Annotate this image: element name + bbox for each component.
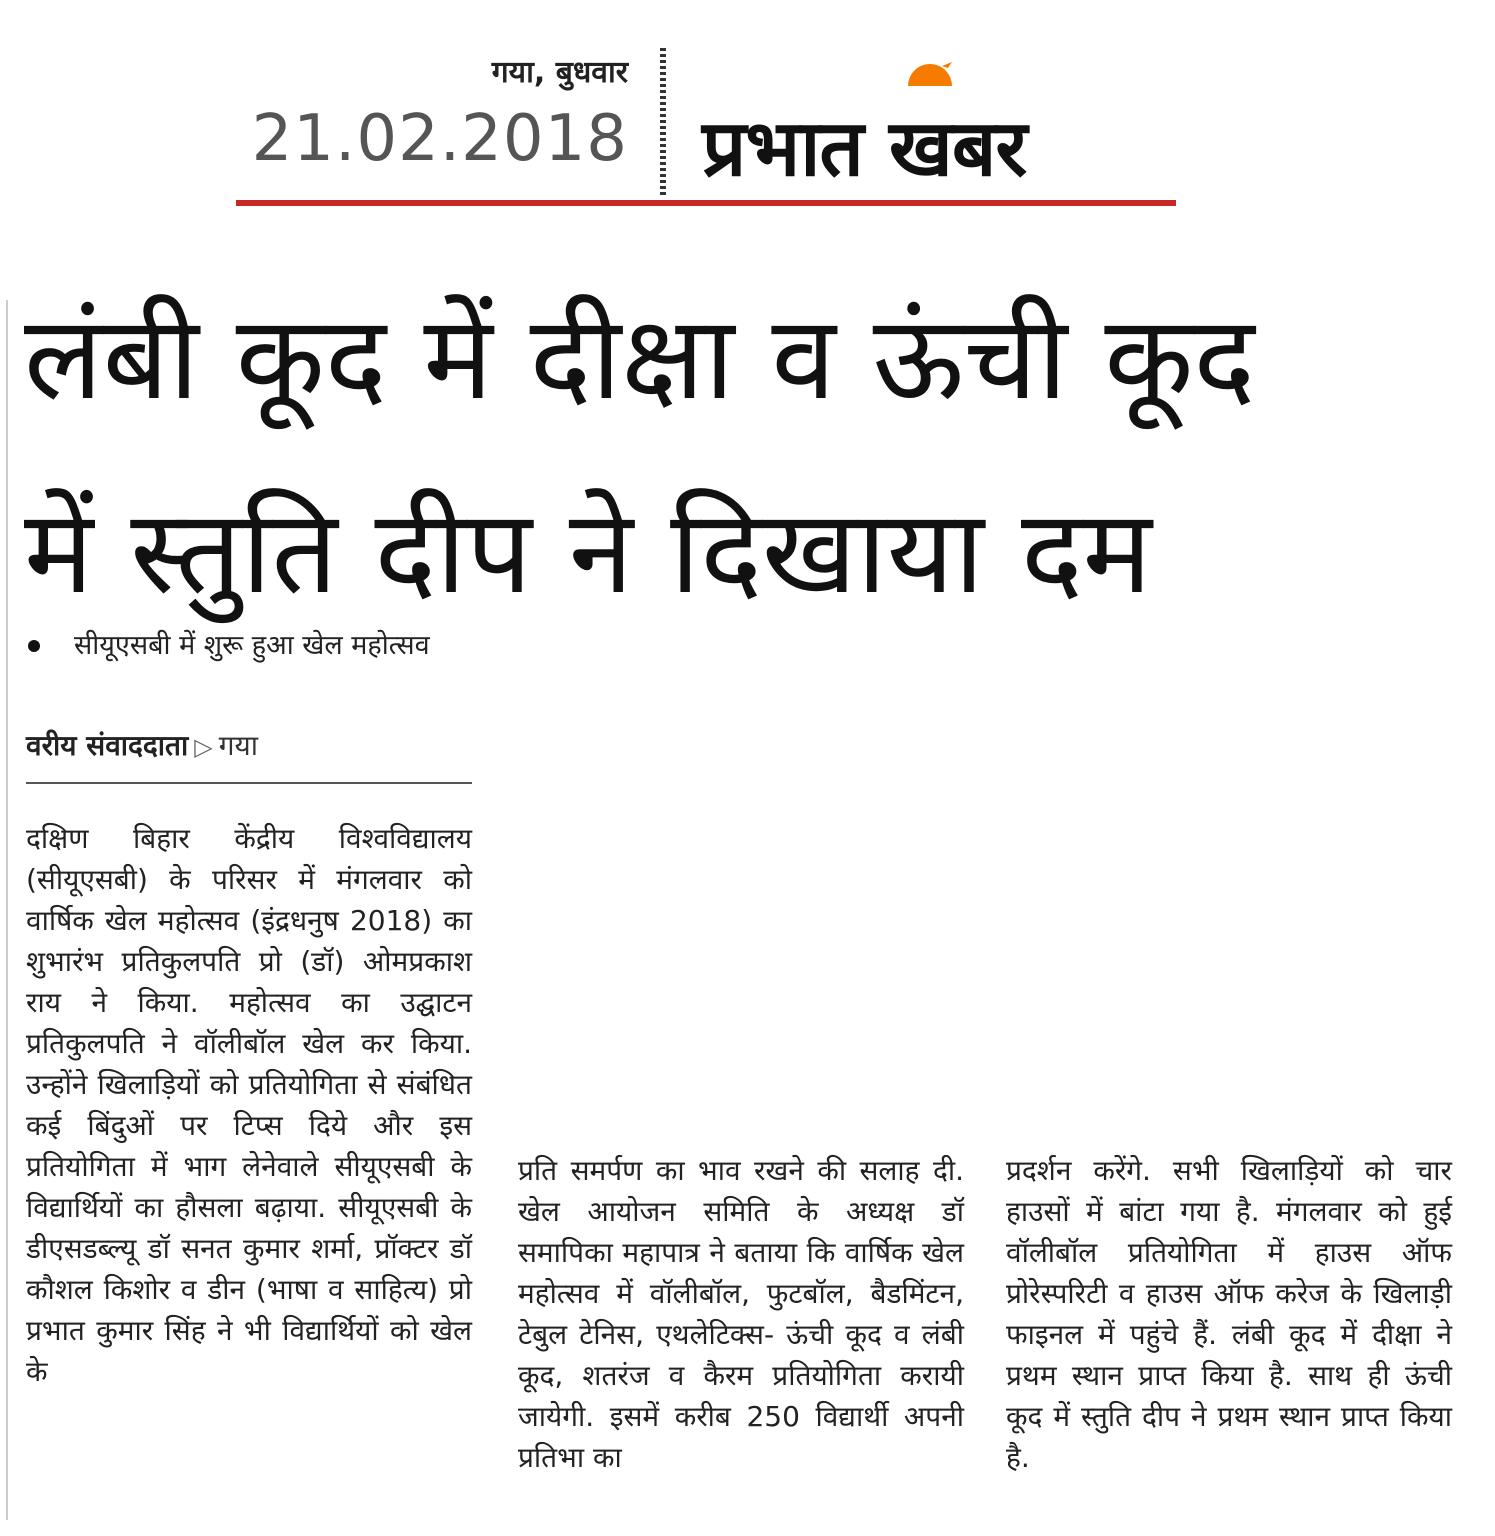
column-1-text: दक्षिण बिहार केंद्रीय विश्वविद्यालय (सीयूएसबी) के परिसर में मंगलवार को वार्षिक खेल महोत्सव (इंद्रधनुष 2018) का शुभारंभ प्रतिकुलपति प्रो (डॉ) ओमप्रकाश राय ने किया. महोत्सव का उद्घाटन प्रतिकुलपति ने वॉलीबॉल खेल कर किया. उन्होंने खिलाड़ियों को प्रतियोगिता से संबंधित कई बिंदुओं पर टिप्स दिये और इस प्रतियोगिता में भाग लेनेवाले सीयूएसबी के विद्यार्थियों का हौसला बढ़ाया. सीयूएसबी के डीएसडब्ल्यू डॉ सनत कुमार शर्मा, प्रॉक्टर डॉ कौशल किशोर व डीन (भाषा व साहित्य) प्रो प्रभात कुमार सिंह ने भी विद्यार्थियों को खेल के [26, 822, 472, 1388]
article-column-3 [1006, 1150, 1452, 1478]
headline-line-2: में स्तुति दीप ने दिखाया दम [24, 485, 1152, 620]
masthead-date: 21.02.2018 [251, 102, 628, 176]
rising-sun-icon [904, 60, 956, 86]
byline-author: वरीय संवाददाता [26, 729, 189, 762]
column-3-text: प्रदर्शन करेंगे. सभी खिलाड़ियों को चार हाउसों में बांटा गया है. मंगलवार को हुई वॉलीबॉल प्रतियोगिता में हाउस ऑफ प्रोरेस्परिटी व हाउस ऑफ करेज के खिलाड़ी फाइनल में पहुंचे हैं. लंबी कूद में दीक्षा ने प्रथम स्थान प्राप्त किया है. साथ ही ऊंची कूद में स्तुति दीप ने प्रथम स्थान प्राप्त किया है. [1006, 1154, 1452, 1474]
article-column-1 [26, 818, 472, 1392]
masthead-city-day: गया, बुधवार [491, 55, 628, 90]
bullet-dot-icon [28, 640, 40, 652]
page-edge-line [6, 300, 8, 1520]
article-headline [24, 262, 1484, 650]
masthead-divider [660, 48, 666, 198]
byline-divider [26, 782, 472, 784]
highlight-bullet [28, 626, 468, 666]
masthead-red-rule [236, 200, 1176, 206]
bullet-text: सीयूएसबी में शुरू हुआ खेल महोत्सव [74, 630, 430, 661]
masthead [236, 40, 1176, 210]
byline [26, 726, 258, 764]
column-2-text: प्रति समर्पण का भाव रखने की सलाह दी. खेल आयोजन समिति के अध्यक्ष डॉ समापिका महापात्र ने बताया कि वार्षिक खेल महोत्सव में वॉलीबॉल, फुटबॉल, बैडमिंटन, टेबुल टेनिस, एथलेटिक्स- ऊंची कूद व लंबी कूद, शतरंज व कैरम प्रतियोगिता करायी जायेगी. इसमें करीब 250 विद्यार्थी अपनी प्रतिभा का [518, 1154, 964, 1474]
newspaper-logo: प्रभात खबर [702, 104, 1027, 194]
headline-line-1: लंबी कूद में दीक्षा व ऊंची कूद [24, 291, 1256, 426]
arrow-right-icon: ▷ [194, 733, 213, 761]
article-column-2 [518, 1150, 964, 1478]
byline-place: गया [218, 729, 258, 762]
